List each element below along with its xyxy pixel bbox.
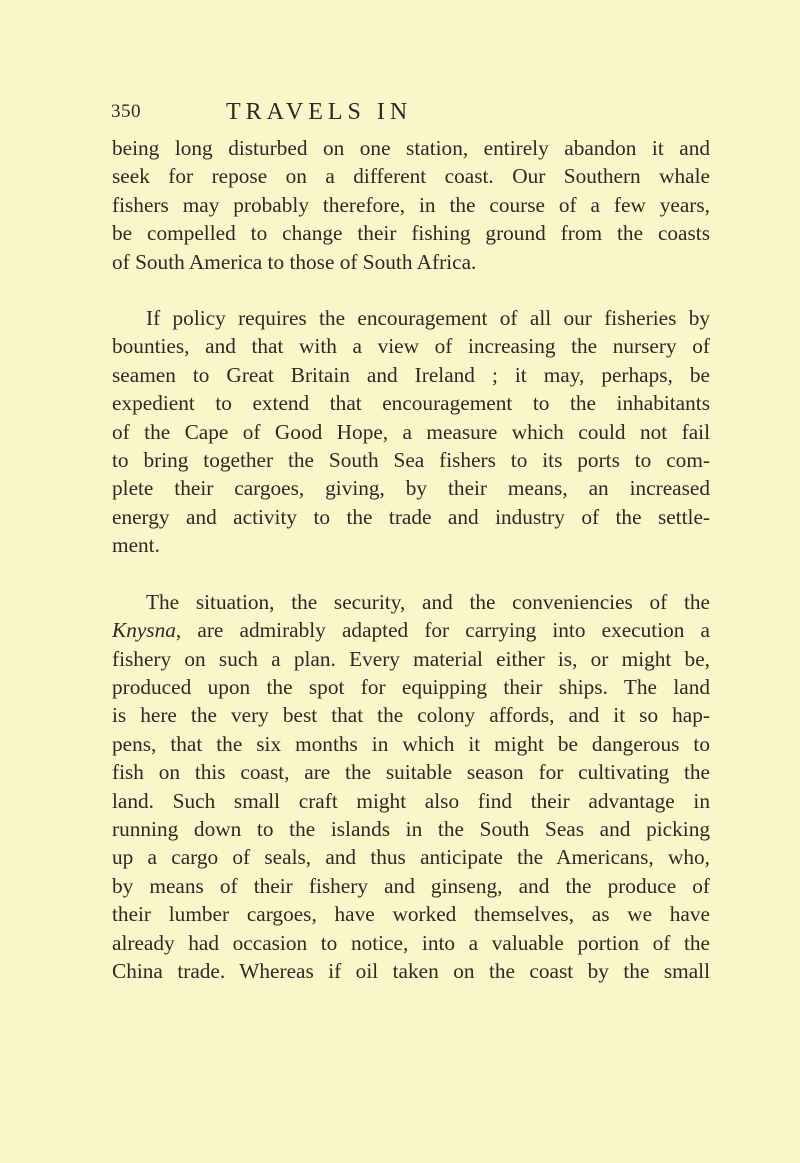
- text-line: fish on this coast, are the suitable season for cultivating the: [112, 760, 710, 785]
- text-line: of the Cape of Good Hope, a measure which could not fail: [112, 419, 710, 444]
- place-name-knysna: Knysna: [112, 618, 176, 643]
- paragraph-1: [112, 134, 710, 276]
- text-line: ment.: [112, 533, 160, 558]
- text-line: fishers may probably therefore, in the course of a few years,: [112, 192, 710, 217]
- text-line: up a cargo of seals, and thus anticipate the Americans, who,: [112, 845, 710, 870]
- text-line: be compelled to change their fishing ground from the coasts: [112, 221, 710, 246]
- page-number: 350: [111, 101, 141, 122]
- text-line: The situation, the security, and the conveniencies of the: [146, 589, 710, 614]
- running-head: TRAVELS IN: [226, 99, 413, 125]
- text-line: produced upon the spot for equipping their ships. The land: [112, 674, 710, 699]
- text-line: running down to the islands in the South Seas and picking: [112, 816, 710, 841]
- text-line: seek for repose on a different coast. Our Southern whale: [112, 164, 710, 189]
- text-line: is here the very best that the colony affords, and it so hap-: [112, 703, 710, 728]
- text-line-with-place-name: [112, 616, 710, 644]
- text-line: to bring together the South Sea fishers to its ports to com-: [112, 448, 710, 473]
- text-line: pens, that the six months in which it might be dangerous to: [112, 731, 710, 756]
- paragraph-gap: [112, 560, 710, 588]
- text-line: already had occasion to notice, into a valuable portion of the: [112, 930, 710, 955]
- paragraph-3: [112, 588, 710, 986]
- paragraph-2: [112, 304, 710, 560]
- text-line: being long disturbed on one station, entirely abandon it and: [112, 136, 710, 160]
- text-line: plete their cargoes, giving, by their means, an increased: [112, 476, 710, 501]
- text-line: land. Such small craft might also find their advantage in: [112, 788, 710, 813]
- paragraph-gap: [112, 276, 710, 304]
- text-line: seamen to Great Britain and Ireland ; it may, perhaps, be: [112, 362, 710, 387]
- body-text: [112, 134, 710, 985]
- text-line: by means of their fishery and ginseng, and the produce of: [112, 873, 710, 898]
- text-line: their lumber cargoes, have worked themselves, as we have: [112, 902, 710, 927]
- text-line: expedient to extend that encouragement to the inhabitants: [112, 391, 710, 416]
- text-line: fishery on such a plan. Every material either is, or might be,: [112, 646, 710, 671]
- text-line: If policy requires the encouragement of all our fisheries by: [146, 306, 710, 331]
- text-line: bounties, and that with a view of increasing the nursery of: [112, 334, 710, 359]
- text-line: of South America to those of South Africa.: [112, 249, 477, 274]
- text-fragment: , are admirably adapted for carrying into execution a: [175, 618, 710, 643]
- text-line: energy and activity to the trade and industry of the settle-: [112, 504, 710, 529]
- text-line: China trade. Whereas if oil taken on the coast by the small: [112, 958, 710, 983]
